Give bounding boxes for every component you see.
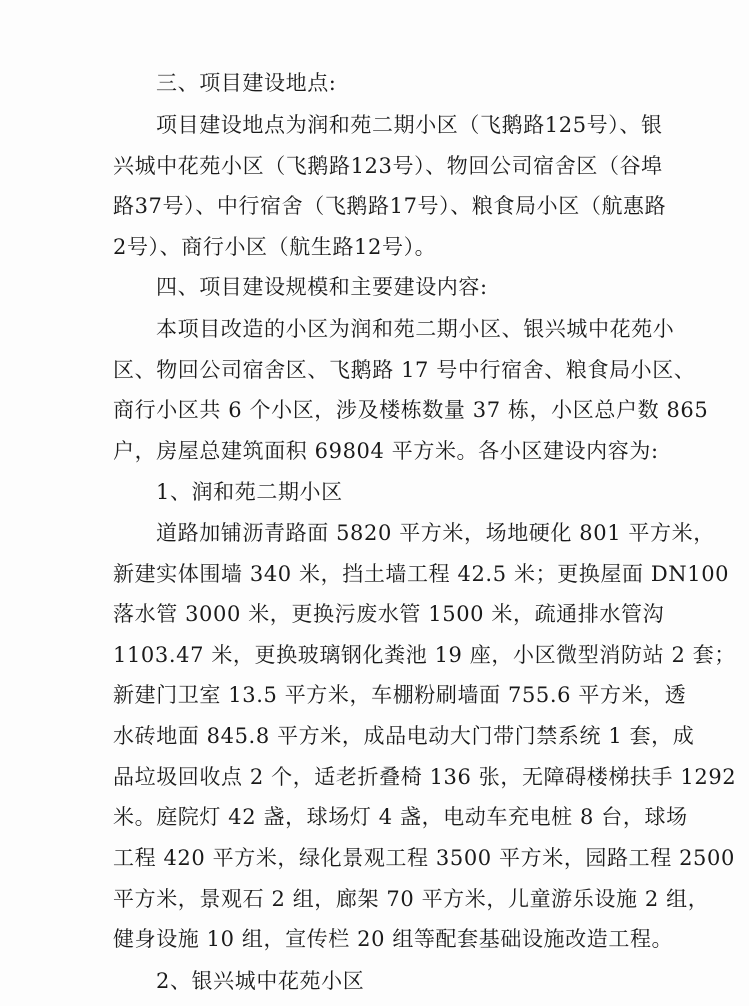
paragraph-line: 商行小区共 6 个小区，涉及楼栋数量 37 栋，小区总户数 865 <box>113 398 709 422</box>
paragraph-line: 落水管 3000 米，更换污废水管 1500 米，疏通排水管沟 <box>113 602 665 626</box>
paragraph-line: 区、物回公司宿舍区、飞鹅路 17 号中行宿舍、粮食局小区、 <box>113 358 696 382</box>
paragraph-line: 2号）、商行小区（航生路12号）。 <box>113 235 437 259</box>
section-heading-scale: 四、项目建设规模和主要建设内容: <box>156 275 488 299</box>
paragraph-line: 道路加铺沥青路面 5820 平方米，场地硬化 801 平方米， <box>156 521 715 545</box>
paragraph-line: 1103.47 米，更换玻璃钢化粪池 19 座，小区微型消防站 2 套； <box>113 643 736 667</box>
paragraph-line: 健身设施 10 组，宣传栏 20 组等配套基础设施改造工程。 <box>113 927 674 951</box>
paragraph-line: 水砖地面 845.8 平方米，成品电动大门带门禁系统 1 套，成 <box>113 724 695 748</box>
paragraph-line: 新建门卫室 13.5 平方米，车棚粉刷墙面 755.6 平方米，透 <box>113 683 687 707</box>
paragraph-line: 本项目改造的小区为润和苑二期小区、银兴城中花苑小 <box>156 317 675 341</box>
paragraph-line: 米。庭院灯 42 盏，球场灯 4 盏，电动车充电桩 8 台，球场 <box>113 805 688 829</box>
paragraph-line: 品垃圾回收点 2 个，适老折叠椅 136 张，无障碍楼梯扶手 1292 <box>113 765 737 789</box>
section-heading-location: 三、项目建设地点: <box>156 71 337 95</box>
paragraph-line: 项目建设地点为润和苑二期小区（飞鹅路125号）、银 <box>156 113 663 137</box>
sub-heading-1: 1、润和苑二期小区 <box>156 480 343 504</box>
paragraph-line: 路37号）、中行宿舍（飞鹅路17号）、粮食局小区（航惠路 <box>113 194 667 218</box>
paragraph-line: 户，房屋总建筑面积 69804 平方米。各小区建设内容为: <box>113 439 659 463</box>
paragraph-line: 新建实体围墙 340 米，挡土墙工程 42.5 米；更换屋面 DN100 <box>113 562 730 586</box>
paragraph-line: 工程 420 平方米，绿化景观工程 3500 平方米，园路工程 2500 <box>113 846 735 870</box>
paragraph-line: 平方米，景观石 2 组，廊架 70 平方米，儿童游乐设施 2 组， <box>113 887 710 911</box>
paragraph-line: 兴城中花苑小区（飞鹅路123号）、物回公司宿舍区（谷埠 <box>113 154 663 178</box>
sub-heading-2: 2、银兴城中花苑小区 <box>156 969 365 993</box>
